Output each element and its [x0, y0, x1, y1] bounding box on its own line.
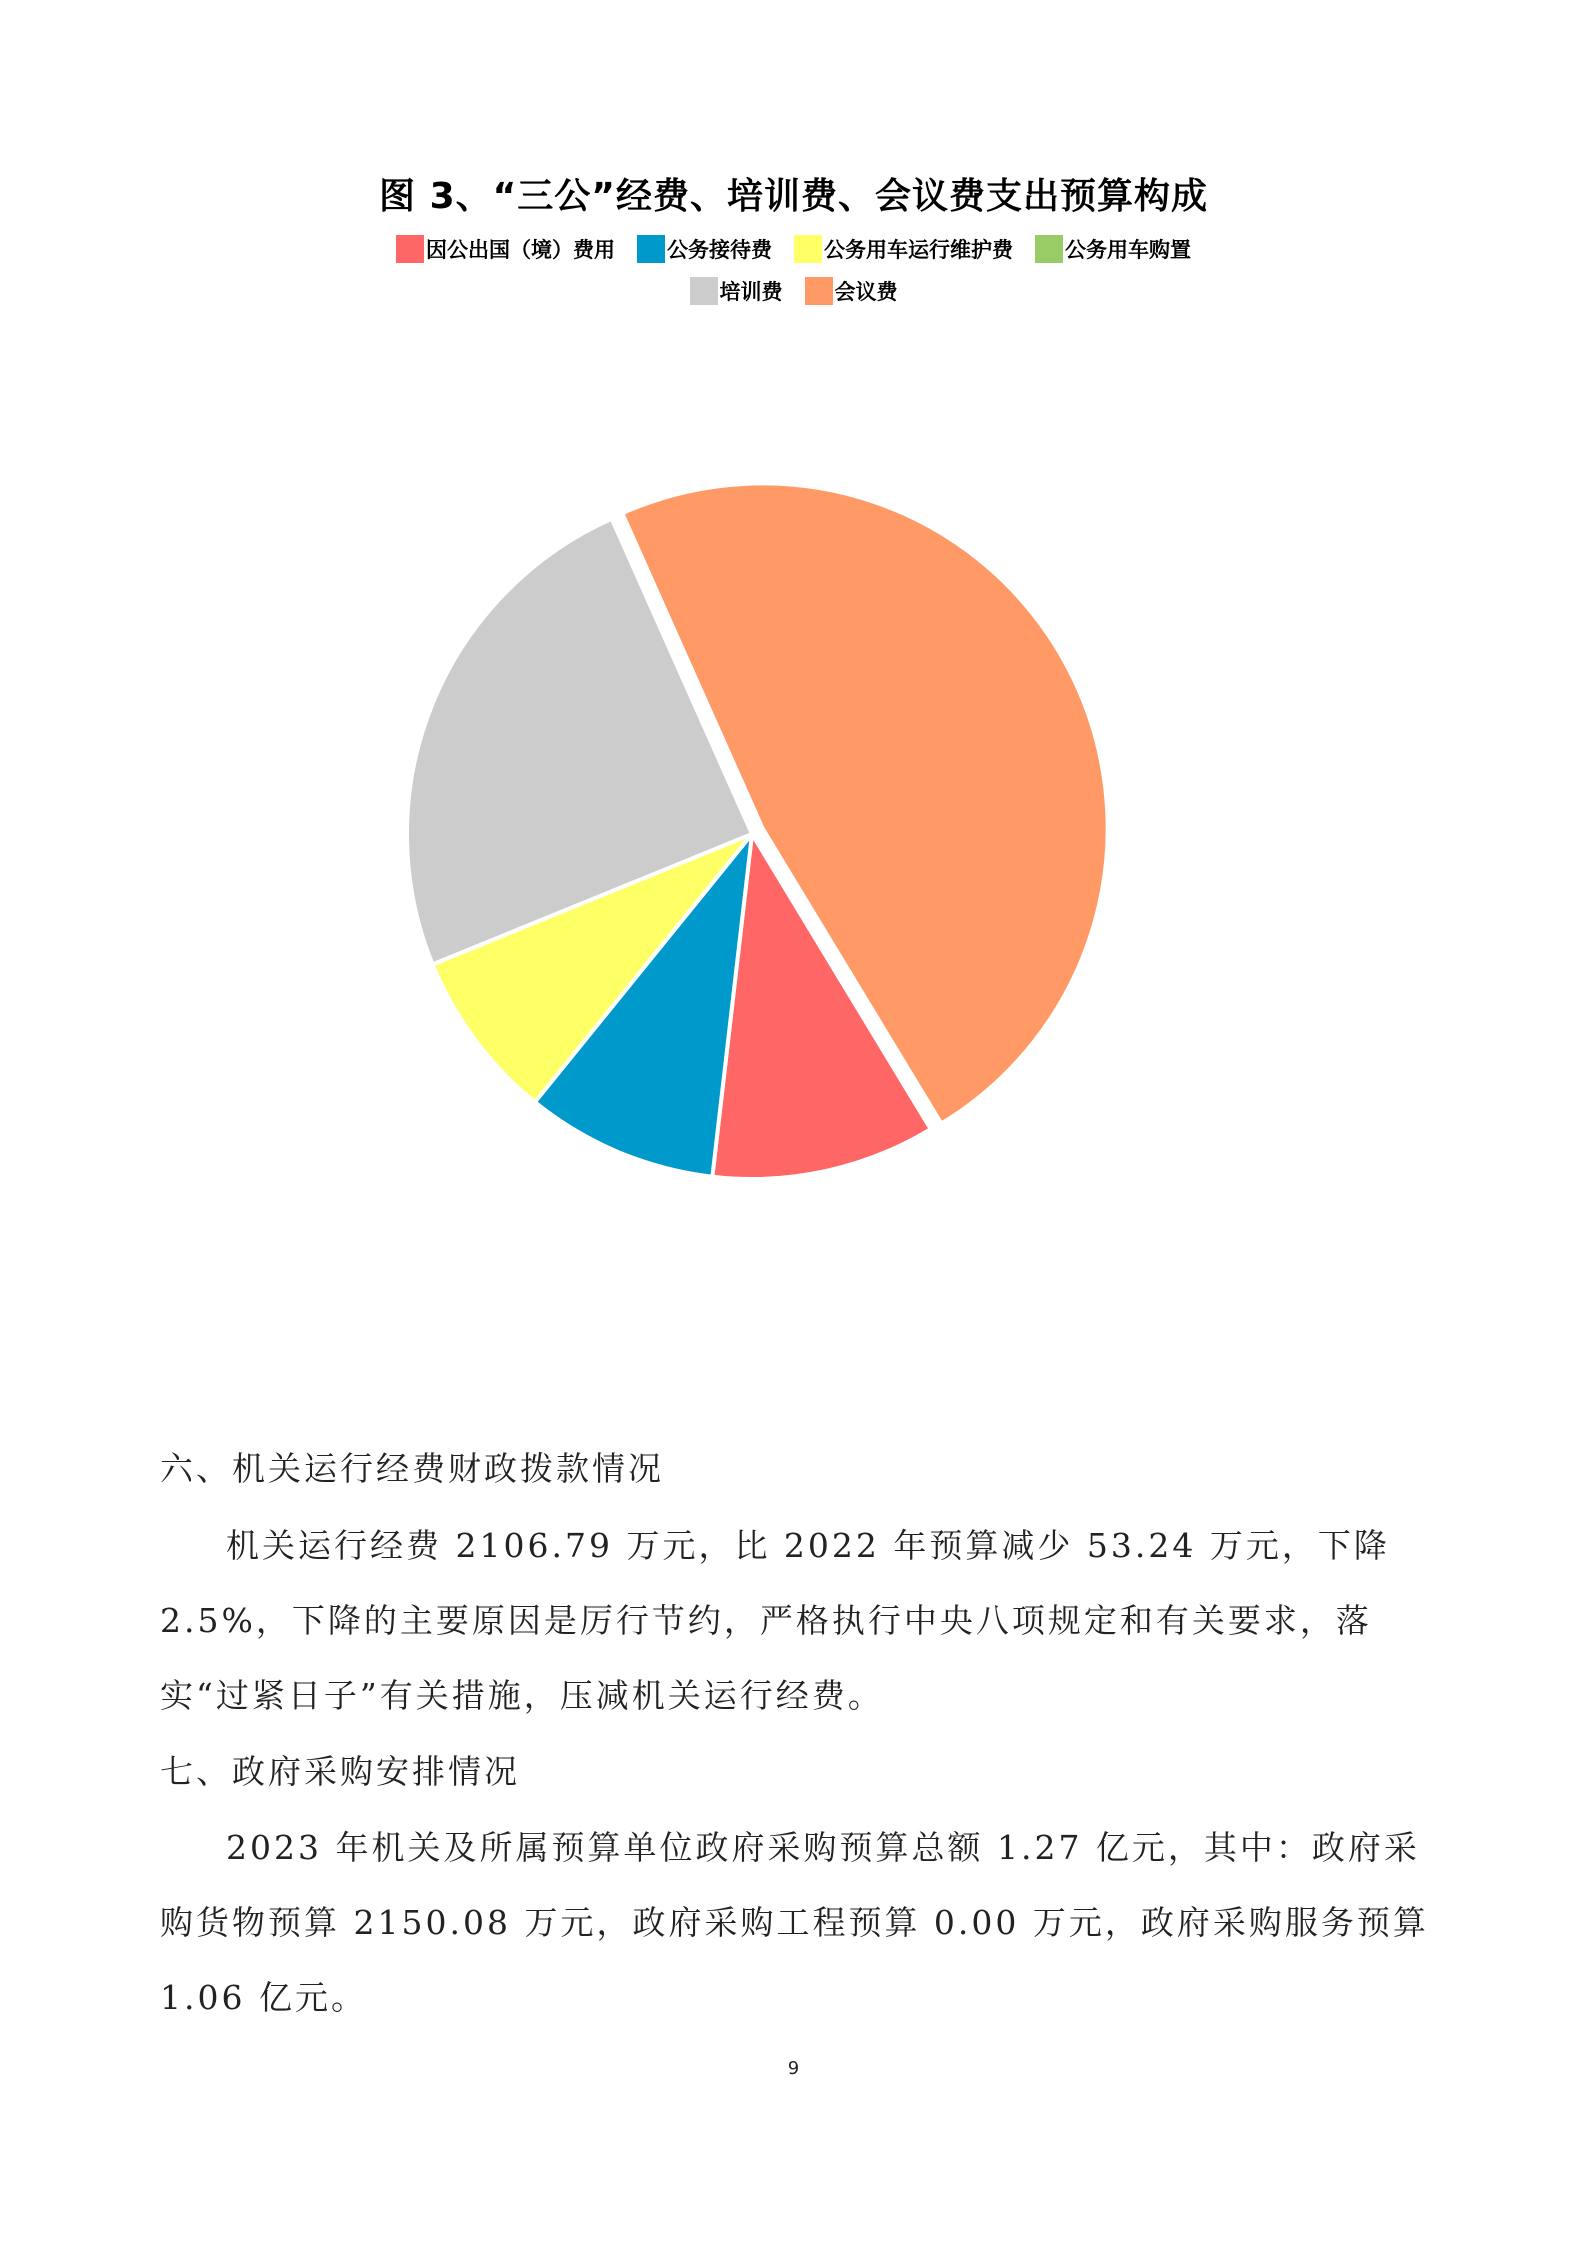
legend-label: 培训费 — [719, 280, 783, 304]
legend-label: 公务用车购置 — [1065, 238, 1191, 262]
legend-label: 会议费 — [834, 280, 898, 304]
section-paragraph-7: 2023 年机关及所属预算单位政府采购预算总额 1.27 亿元，其中：政府采购货物预算 2150.08 万元，政府采购工程预算 0.00 万元，政府采购服务预算 1.06 亿元。 — [160, 1828, 1429, 2017]
legend-label: 因公出国（境）费用 — [426, 238, 615, 262]
legend-label: 公务用车运行维护费 — [824, 238, 1013, 262]
legend-label: 公务接待费 — [667, 238, 772, 262]
section-heading-6: 六、机关运行经费财政拨款情况 — [160, 1449, 664, 1488]
section-heading-7: 七、政府采购安排情况 — [160, 1752, 520, 1791]
chart-title: 图 3、“三公”经费、培训费、会议费支出预算构成 — [379, 176, 1208, 217]
section-paragraph-6: 机关运行经费 2106.79 万元，比 2022 年预算减少 53.24 万元，下降 2.5%，下降的主要原因是厉行节约，严格执行中央八项规定和有关要求，落实“过紧日子”有关措施，压减机关运行经费。 — [160, 1526, 1390, 1715]
page-number: 9 — [787, 2058, 800, 2079]
